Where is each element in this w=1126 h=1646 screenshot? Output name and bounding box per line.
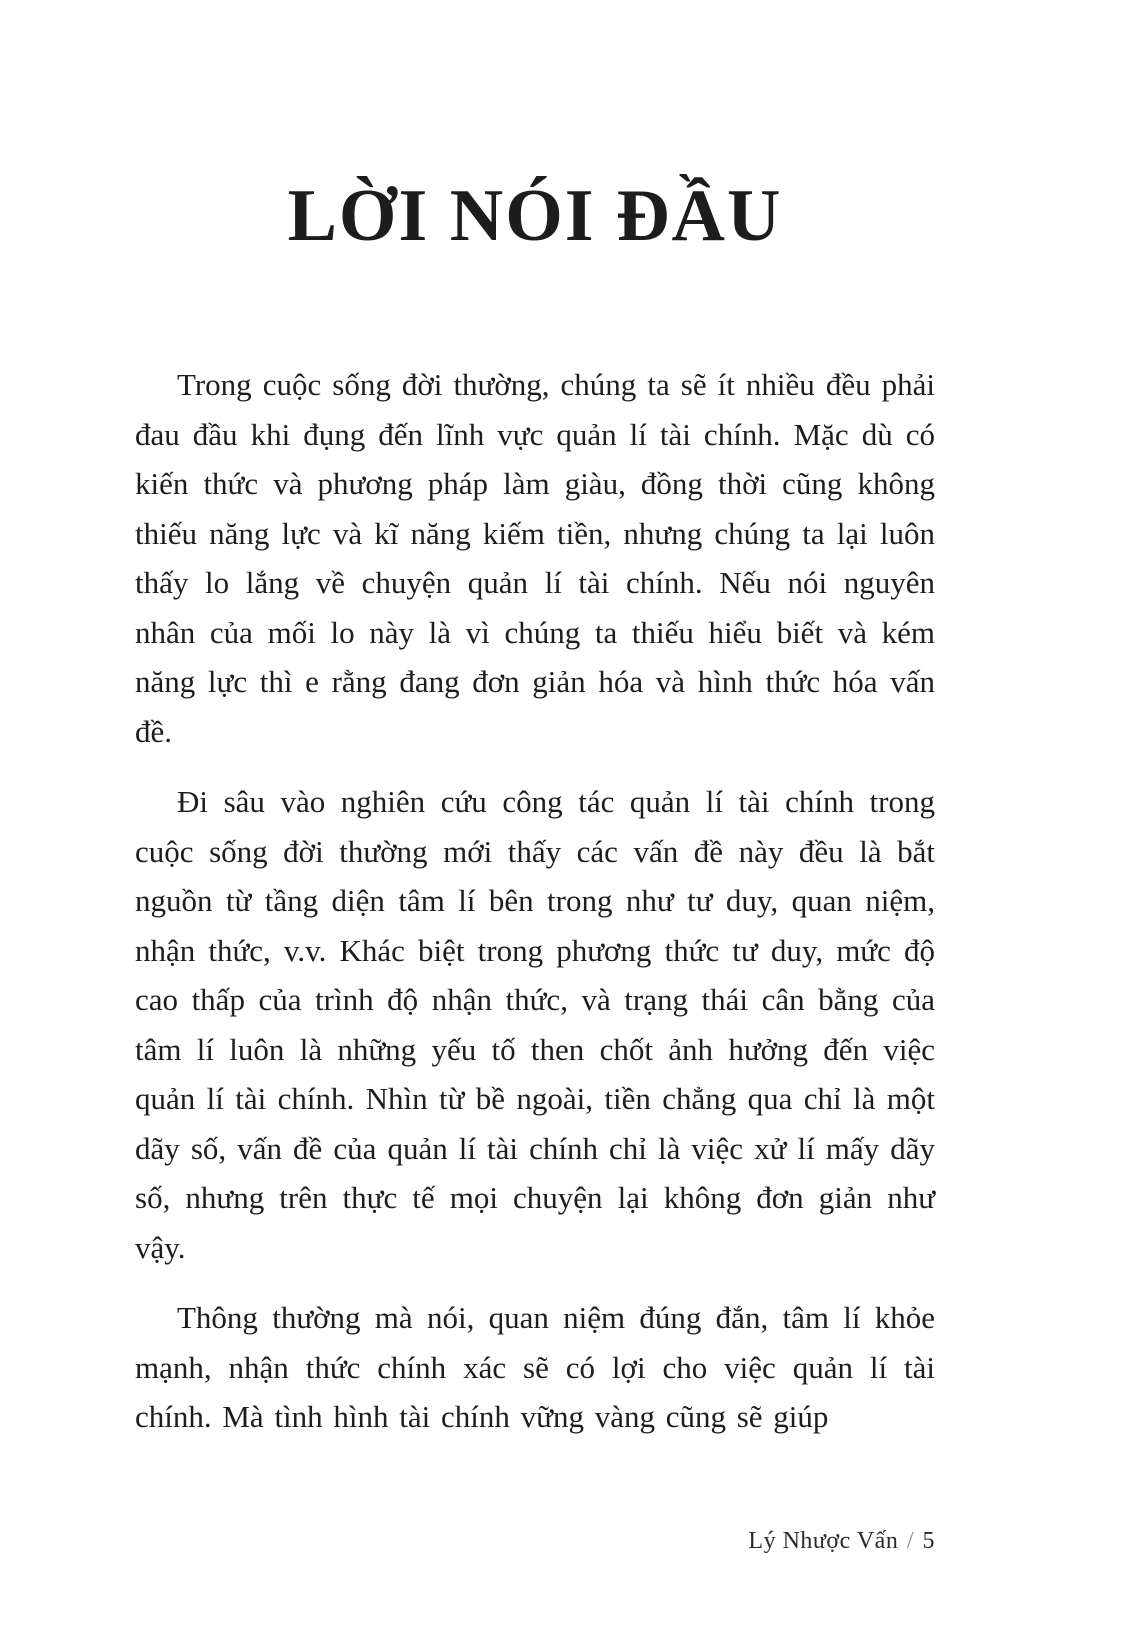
page-footer xyxy=(135,1528,935,1555)
preface-body xyxy=(135,360,935,1463)
footer-separator: / xyxy=(906,1528,914,1554)
author-name: Lý Nhược Vấn xyxy=(748,1528,899,1554)
paragraph-3: Thông thường mà nói, quan niệm đúng đắn, tâm lí khỏe mạnh, nhận thức chính xác sẽ có lợi cho việc quản lí tài chính. Mà tình hình tài chính vững vàng cũng sẽ giúp xyxy=(135,1300,935,1434)
paragraph-1: Trong cuộc sống đời thường, chúng ta sẽ ít nhiều đều phải đau đầu khi đụng đến lĩnh vực quản lí tài chính. Mặc dù có kiến thức và phương pháp làm giàu, đồng thời cũng không thiếu năng lực và kĩ năng kiếm tiền, nhưng chúng ta lại luôn thấy lo lắng về chuyện quản lí tài chính. Nếu nói nguyên nhân của mối lo này là vì chúng ta thiếu hiểu biết và kém năng lực thì e rằng đang đơn giản hóa và hình thức hóa vấn đề. xyxy=(135,367,935,749)
paragraph-2: Đi sâu vào nghiên cứu công tác quản lí tài chính trong cuộc sống đời thường mới thấy các vấn đề này đều là bắt nguồn từ tầng diện tâm lí bên trong như tư duy, quan niệm, nhận thức, v.v. Khác biệt trong phương thức tư duy, mức độ cao thấp của trình độ nhận thức, và trạng thái cân bằng của tâm lí luôn là những yếu tố then chốt ảnh hưởng đến việc quản lí tài chính. Nhìn từ bề ngoài, tiền chẳng qua chỉ là một dãy số, vấn đề của quản lí tài chính chỉ là việc xử lí mấy dãy số, nhưng trên thực tế mọi chuyện lại không đơn giản như vậy. xyxy=(135,784,935,1265)
page-number: 5 xyxy=(922,1528,935,1554)
page-title: LỜI NÓI ĐẦU xyxy=(287,175,783,257)
